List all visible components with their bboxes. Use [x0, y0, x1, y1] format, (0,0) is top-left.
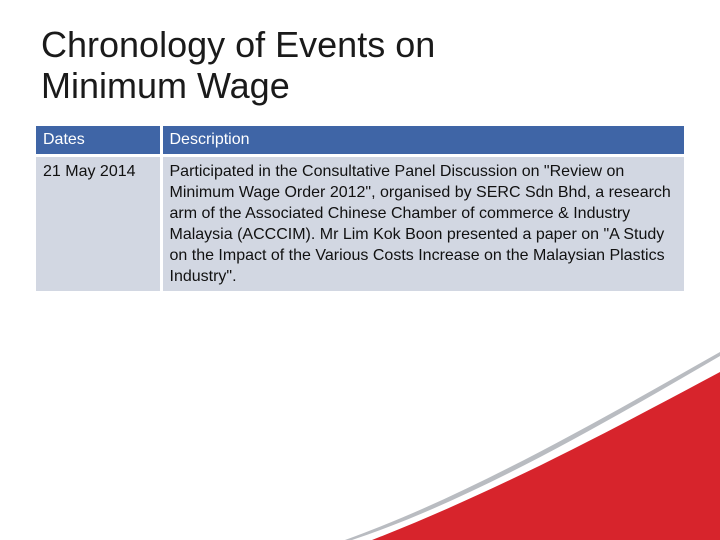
- red-swoosh-band: [372, 372, 720, 540]
- title-line-2: Minimum Wage: [41, 65, 290, 106]
- table-row: [36, 156, 684, 292]
- date-cell: 21 May 2014: [36, 156, 161, 292]
- table-header-row: [36, 126, 684, 156]
- title-line-1: Chronology of Events on: [41, 24, 436, 65]
- page-title: [41, 24, 641, 106]
- description-cell: Participated in the Consultative Panel Discussion on "Review on Minimum Wage Order 2012", organised by SERC Sdn Bhd, a research arm of the Associated Chinese Chamber of commerce & Industry Malaysia (ACCCIM). Mr Lim Kok Boon presented a paper on "A Study on the Impact of the Various Costs Increase on the Malaysian Plastics Industry".: [161, 156, 684, 292]
- header-description: Description: [161, 126, 684, 156]
- header-dates: Dates: [36, 126, 161, 156]
- gray-swoosh-line: [345, 352, 720, 540]
- events-table: [36, 126, 684, 291]
